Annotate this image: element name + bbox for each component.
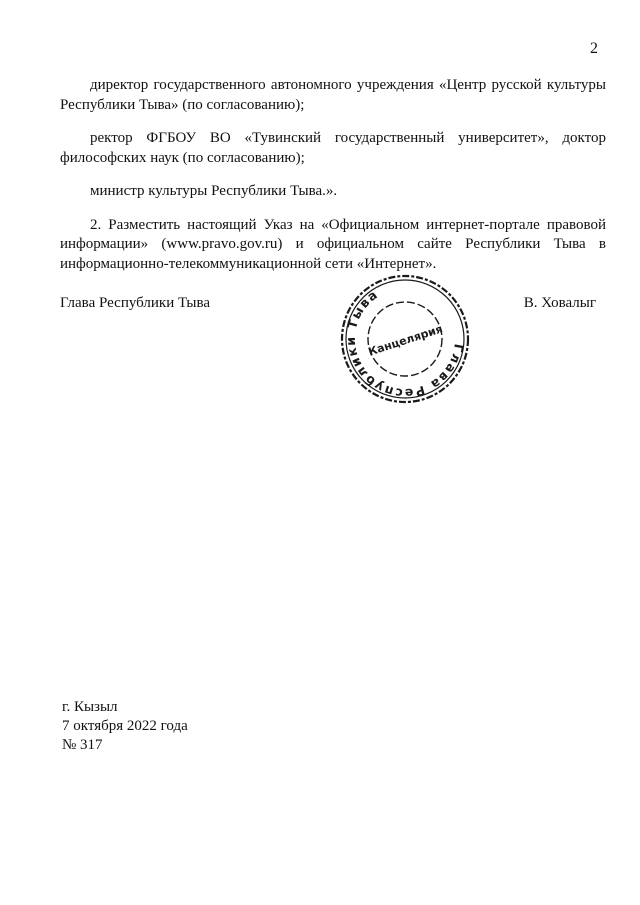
paragraph-director: директор государственного автономного учреждения «Центр русской культуры Республики Тыва» (по согласованию);	[60, 77, 606, 113]
stamp-center-text: Канцелярия	[366, 322, 445, 359]
stamp-outer-text: Глава Республики Тыва	[342, 286, 467, 402]
signatory-name: В. Ховалыг	[523, 295, 596, 311]
footer-number: № 317	[62, 737, 103, 753]
footer-date: 7 октября 2022 года	[62, 718, 188, 734]
signatory-position: Глава Республики Тыва	[60, 295, 211, 311]
document-footer	[62, 698, 188, 755]
document-body	[60, 76, 606, 288]
footer-city: г. Кызыл	[62, 699, 118, 715]
paragraph-publication: 2. Разместить настоящий Указ на «Официальном интернет-портале правовой информации» (www.pravo.gov.ru) и официальном сайте Республики Тыва в информационно-телекоммуникационной сети «Интернет».	[60, 216, 606, 272]
page-number: 2	[590, 40, 598, 57]
paragraph-rector: ректор ФГБОУ ВО «Тувинский государственный университет», доктор философских наук (по согласованию);	[60, 130, 606, 166]
office-stamp	[338, 272, 472, 406]
paragraph-minister: министр культуры Республики Тыва.».	[90, 183, 338, 199]
